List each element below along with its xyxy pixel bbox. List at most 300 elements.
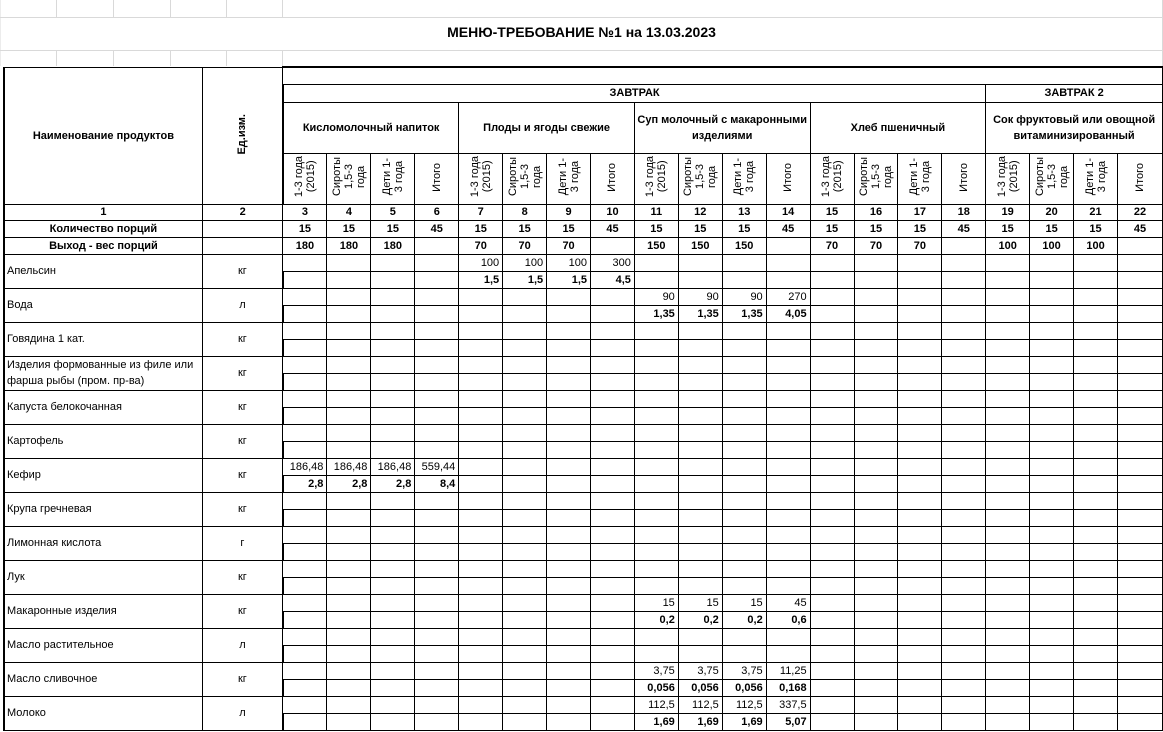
product-total-cell[interactable] xyxy=(634,475,678,492)
product-qty-cell[interactable] xyxy=(1074,628,1118,645)
product-qty-cell[interactable] xyxy=(1074,560,1118,577)
product-qty-cell[interactable] xyxy=(1074,254,1118,271)
product-total-cell[interactable] xyxy=(371,373,415,390)
product-qty-cell[interactable] xyxy=(283,390,327,407)
product-qty-cell[interactable] xyxy=(327,492,371,509)
product-qty-cell[interactable] xyxy=(722,254,766,271)
product-qty-cell[interactable] xyxy=(854,560,898,577)
product-total-cell[interactable] xyxy=(854,441,898,458)
product-qty-cell[interactable] xyxy=(1074,390,1118,407)
product-total-cell[interactable]: 5,07 xyxy=(766,713,810,730)
product-qty-cell[interactable] xyxy=(415,356,459,373)
product-total-cell[interactable] xyxy=(986,509,1030,526)
product-total-cell[interactable]: 0,056 xyxy=(634,679,678,696)
product-qty-cell[interactable] xyxy=(547,526,591,543)
product-qty-cell[interactable] xyxy=(503,424,547,441)
product-qty-cell[interactable] xyxy=(810,560,854,577)
product-qty-cell[interactable] xyxy=(898,390,942,407)
product-total-cell[interactable] xyxy=(415,713,459,730)
product-qty-cell[interactable] xyxy=(283,288,327,305)
product-qty-cell[interactable] xyxy=(942,390,986,407)
product-total-cell[interactable] xyxy=(459,407,503,424)
product-total-cell[interactable] xyxy=(1030,713,1074,730)
product-total-cell[interactable] xyxy=(942,373,986,390)
product-total-cell[interactable] xyxy=(283,373,327,390)
product-qty-cell[interactable]: 300 xyxy=(591,254,635,271)
product-total-cell[interactable] xyxy=(1030,543,1074,560)
product-qty-cell[interactable]: 270 xyxy=(766,288,810,305)
product-total-cell[interactable] xyxy=(854,713,898,730)
product-total-cell[interactable] xyxy=(327,271,371,288)
product-qty-cell[interactable] xyxy=(283,492,327,509)
product-qty-cell[interactable] xyxy=(942,560,986,577)
product-total-cell[interactable] xyxy=(634,373,678,390)
product-total-cell[interactable] xyxy=(766,441,810,458)
product-total-cell[interactable]: 0,2 xyxy=(722,611,766,628)
product-qty-cell[interactable] xyxy=(459,594,503,611)
product-total-cell[interactable] xyxy=(503,509,547,526)
product-qty-cell[interactable] xyxy=(942,458,986,475)
product-total-cell[interactable] xyxy=(634,577,678,594)
product-qty-cell[interactable] xyxy=(591,662,635,679)
product-total-cell[interactable] xyxy=(371,305,415,322)
product-total-cell[interactable] xyxy=(678,441,722,458)
product-total-cell[interactable] xyxy=(1117,407,1162,424)
product-total-cell[interactable] xyxy=(415,543,459,560)
product-qty-cell[interactable]: 15 xyxy=(678,594,722,611)
product-total-cell[interactable] xyxy=(766,475,810,492)
product-qty-cell[interactable] xyxy=(986,356,1030,373)
product-qty-cell[interactable] xyxy=(503,492,547,509)
product-qty-cell[interactable] xyxy=(415,492,459,509)
product-total-cell[interactable] xyxy=(415,407,459,424)
product-total-cell[interactable] xyxy=(591,645,635,662)
product-total-cell[interactable] xyxy=(810,509,854,526)
product-total-cell[interactable] xyxy=(591,611,635,628)
product-total-cell[interactable] xyxy=(810,577,854,594)
product-qty-cell[interactable] xyxy=(854,662,898,679)
product-qty-cell[interactable] xyxy=(459,662,503,679)
product-qty-cell[interactable] xyxy=(283,526,327,543)
product-qty-cell[interactable] xyxy=(986,560,1030,577)
product-qty-cell[interactable] xyxy=(898,662,942,679)
product-qty-cell[interactable]: 186,48 xyxy=(283,458,327,475)
product-qty-cell[interactable]: 3,75 xyxy=(634,662,678,679)
product-qty-cell[interactable] xyxy=(634,424,678,441)
product-total-cell[interactable] xyxy=(283,679,327,696)
product-qty-cell[interactable] xyxy=(678,628,722,645)
product-total-cell[interactable] xyxy=(854,373,898,390)
product-total-cell[interactable] xyxy=(459,543,503,560)
product-total-cell[interactable] xyxy=(371,407,415,424)
product-total-cell[interactable] xyxy=(591,373,635,390)
product-qty-cell[interactable] xyxy=(503,526,547,543)
product-total-cell[interactable]: 2,8 xyxy=(327,475,371,492)
product-total-cell[interactable] xyxy=(1074,509,1118,526)
product-qty-cell[interactable] xyxy=(327,594,371,611)
product-qty-cell[interactable] xyxy=(283,254,327,271)
product-qty-cell[interactable] xyxy=(766,560,810,577)
product-total-cell[interactable] xyxy=(1117,713,1162,730)
product-qty-cell[interactable] xyxy=(810,390,854,407)
product-qty-cell[interactable] xyxy=(986,254,1030,271)
product-total-cell[interactable] xyxy=(1074,441,1118,458)
product-total-cell[interactable] xyxy=(766,509,810,526)
product-total-cell[interactable] xyxy=(415,373,459,390)
product-total-cell[interactable] xyxy=(591,713,635,730)
product-qty-cell[interactable] xyxy=(327,390,371,407)
product-total-cell[interactable] xyxy=(1030,509,1074,526)
product-qty-cell[interactable] xyxy=(503,458,547,475)
product-total-cell[interactable] xyxy=(942,305,986,322)
product-total-cell[interactable] xyxy=(766,543,810,560)
product-qty-cell[interactable] xyxy=(722,424,766,441)
product-total-cell[interactable] xyxy=(854,271,898,288)
product-total-cell[interactable] xyxy=(898,305,942,322)
product-qty-cell[interactable] xyxy=(854,458,898,475)
product-qty-cell[interactable]: 15 xyxy=(634,594,678,611)
product-total-cell[interactable] xyxy=(986,713,1030,730)
product-total-cell[interactable]: 2,8 xyxy=(283,475,327,492)
product-total-cell[interactable] xyxy=(854,339,898,356)
product-qty-cell[interactable] xyxy=(371,594,415,611)
product-total-cell[interactable] xyxy=(1117,271,1162,288)
product-qty-cell[interactable] xyxy=(634,254,678,271)
product-total-cell[interactable] xyxy=(898,679,942,696)
product-total-cell[interactable] xyxy=(678,407,722,424)
product-qty-cell[interactable] xyxy=(722,458,766,475)
product-total-cell[interactable] xyxy=(503,713,547,730)
product-qty-cell[interactable] xyxy=(503,390,547,407)
product-total-cell[interactable] xyxy=(766,373,810,390)
product-qty-cell[interactable] xyxy=(591,424,635,441)
product-qty-cell[interactable] xyxy=(942,254,986,271)
product-total-cell[interactable] xyxy=(722,271,766,288)
product-qty-cell[interactable] xyxy=(986,594,1030,611)
product-qty-cell[interactable] xyxy=(547,322,591,339)
product-qty-cell[interactable] xyxy=(854,390,898,407)
product-qty-cell[interactable] xyxy=(415,526,459,543)
product-qty-cell[interactable] xyxy=(591,458,635,475)
product-qty-cell[interactable] xyxy=(327,288,371,305)
product-qty-cell[interactable] xyxy=(1117,424,1162,441)
product-total-cell[interactable] xyxy=(678,577,722,594)
product-qty-cell[interactable]: 90 xyxy=(634,288,678,305)
product-total-cell[interactable]: 1,35 xyxy=(678,305,722,322)
product-total-cell[interactable] xyxy=(1074,475,1118,492)
product-total-cell[interactable] xyxy=(327,713,371,730)
product-total-cell[interactable] xyxy=(547,611,591,628)
product-qty-cell[interactable] xyxy=(942,696,986,713)
product-qty-cell[interactable] xyxy=(898,254,942,271)
product-total-cell[interactable] xyxy=(459,475,503,492)
product-total-cell[interactable] xyxy=(503,407,547,424)
product-total-cell[interactable] xyxy=(503,611,547,628)
product-qty-cell[interactable] xyxy=(678,390,722,407)
product-total-cell[interactable]: 1,5 xyxy=(459,271,503,288)
product-qty-cell[interactable] xyxy=(591,322,635,339)
product-qty-cell[interactable] xyxy=(634,526,678,543)
product-total-cell[interactable] xyxy=(1030,271,1074,288)
product-total-cell[interactable]: 4,5 xyxy=(591,271,635,288)
product-total-cell[interactable] xyxy=(678,475,722,492)
product-qty-cell[interactable] xyxy=(766,628,810,645)
product-total-cell[interactable] xyxy=(1074,373,1118,390)
product-qty-cell[interactable] xyxy=(503,696,547,713)
product-qty-cell[interactable] xyxy=(854,288,898,305)
product-qty-cell[interactable] xyxy=(459,560,503,577)
product-total-cell[interactable] xyxy=(591,441,635,458)
product-total-cell[interactable] xyxy=(678,339,722,356)
product-qty-cell[interactable] xyxy=(898,356,942,373)
product-total-cell[interactable] xyxy=(986,441,1030,458)
product-total-cell[interactable] xyxy=(898,441,942,458)
product-total-cell[interactable] xyxy=(1074,577,1118,594)
product-qty-cell[interactable] xyxy=(1030,424,1074,441)
product-total-cell[interactable] xyxy=(810,305,854,322)
product-total-cell[interactable] xyxy=(1117,475,1162,492)
product-total-cell[interactable] xyxy=(634,543,678,560)
product-total-cell[interactable] xyxy=(327,407,371,424)
product-total-cell[interactable] xyxy=(1074,339,1118,356)
product-total-cell[interactable] xyxy=(591,679,635,696)
product-total-cell[interactable] xyxy=(810,373,854,390)
product-qty-cell[interactable] xyxy=(986,322,1030,339)
product-qty-cell[interactable] xyxy=(415,560,459,577)
product-total-cell[interactable] xyxy=(986,475,1030,492)
product-total-cell[interactable] xyxy=(283,577,327,594)
product-qty-cell[interactable] xyxy=(678,458,722,475)
product-total-cell[interactable] xyxy=(1074,543,1118,560)
product-qty-cell[interactable] xyxy=(459,356,503,373)
product-total-cell[interactable] xyxy=(986,611,1030,628)
product-qty-cell[interactable] xyxy=(503,594,547,611)
product-total-cell[interactable] xyxy=(986,577,1030,594)
product-total-cell[interactable] xyxy=(942,441,986,458)
product-total-cell[interactable] xyxy=(942,577,986,594)
product-total-cell[interactable] xyxy=(503,645,547,662)
product-qty-cell[interactable] xyxy=(591,288,635,305)
product-qty-cell[interactable] xyxy=(678,322,722,339)
product-qty-cell[interactable] xyxy=(766,526,810,543)
product-total-cell[interactable] xyxy=(1074,645,1118,662)
product-total-cell[interactable] xyxy=(1030,339,1074,356)
product-qty-cell[interactable] xyxy=(678,526,722,543)
product-qty-cell[interactable] xyxy=(1117,526,1162,543)
product-qty-cell[interactable]: 45 xyxy=(766,594,810,611)
product-qty-cell[interactable] xyxy=(591,628,635,645)
product-qty-cell[interactable] xyxy=(547,288,591,305)
product-total-cell[interactable] xyxy=(327,509,371,526)
product-total-cell[interactable] xyxy=(459,339,503,356)
product-qty-cell[interactable] xyxy=(1117,560,1162,577)
product-total-cell[interactable] xyxy=(283,509,327,526)
product-qty-cell[interactable] xyxy=(547,390,591,407)
product-qty-cell[interactable] xyxy=(415,628,459,645)
product-total-cell[interactable] xyxy=(986,645,1030,662)
product-total-cell[interactable] xyxy=(898,611,942,628)
product-qty-cell[interactable] xyxy=(810,492,854,509)
product-total-cell[interactable] xyxy=(459,645,503,662)
product-total-cell[interactable] xyxy=(986,679,1030,696)
product-total-cell[interactable] xyxy=(986,407,1030,424)
product-qty-cell[interactable] xyxy=(986,458,1030,475)
product-qty-cell[interactable] xyxy=(898,492,942,509)
product-total-cell[interactable] xyxy=(415,611,459,628)
product-qty-cell[interactable] xyxy=(283,424,327,441)
product-total-cell[interactable] xyxy=(1117,645,1162,662)
product-qty-cell[interactable] xyxy=(371,390,415,407)
product-qty-cell[interactable] xyxy=(942,594,986,611)
product-qty-cell[interactable] xyxy=(1030,662,1074,679)
product-total-cell[interactable] xyxy=(854,577,898,594)
product-qty-cell[interactable] xyxy=(1117,628,1162,645)
product-total-cell[interactable]: 8,4 xyxy=(415,475,459,492)
product-qty-cell[interactable] xyxy=(898,424,942,441)
product-total-cell[interactable] xyxy=(766,339,810,356)
product-total-cell[interactable] xyxy=(283,407,327,424)
product-total-cell[interactable] xyxy=(547,645,591,662)
product-total-cell[interactable] xyxy=(415,577,459,594)
product-total-cell[interactable] xyxy=(942,475,986,492)
product-qty-cell[interactable] xyxy=(283,696,327,713)
product-qty-cell[interactable] xyxy=(503,356,547,373)
product-qty-cell[interactable] xyxy=(415,390,459,407)
product-total-cell[interactable] xyxy=(459,679,503,696)
product-total-cell[interactable] xyxy=(283,271,327,288)
product-qty-cell[interactable] xyxy=(634,628,678,645)
product-total-cell[interactable] xyxy=(678,645,722,662)
product-total-cell[interactable] xyxy=(283,305,327,322)
product-total-cell[interactable] xyxy=(722,645,766,662)
product-qty-cell[interactable] xyxy=(371,254,415,271)
product-qty-cell[interactable] xyxy=(1074,288,1118,305)
product-total-cell[interactable] xyxy=(503,679,547,696)
product-qty-cell[interactable] xyxy=(722,560,766,577)
product-qty-cell[interactable] xyxy=(810,356,854,373)
product-qty-cell[interactable]: 112,5 xyxy=(722,696,766,713)
product-qty-cell[interactable] xyxy=(942,492,986,509)
product-total-cell[interactable] xyxy=(722,339,766,356)
product-total-cell[interactable]: 1,35 xyxy=(722,305,766,322)
product-qty-cell[interactable] xyxy=(810,594,854,611)
product-qty-cell[interactable] xyxy=(283,560,327,577)
product-total-cell[interactable] xyxy=(810,611,854,628)
product-total-cell[interactable] xyxy=(854,509,898,526)
product-qty-cell[interactable] xyxy=(898,560,942,577)
product-qty-cell[interactable] xyxy=(766,322,810,339)
product-total-cell[interactable] xyxy=(942,339,986,356)
product-total-cell[interactable] xyxy=(503,543,547,560)
product-total-cell[interactable] xyxy=(459,509,503,526)
product-qty-cell[interactable]: 15 xyxy=(722,594,766,611)
product-qty-cell[interactable] xyxy=(503,322,547,339)
product-total-cell[interactable] xyxy=(1030,441,1074,458)
product-qty-cell[interactable] xyxy=(1074,322,1118,339)
product-qty-cell[interactable] xyxy=(678,424,722,441)
product-total-cell[interactable] xyxy=(634,271,678,288)
product-total-cell[interactable] xyxy=(678,543,722,560)
product-qty-cell[interactable]: 100 xyxy=(547,254,591,271)
product-total-cell[interactable] xyxy=(1030,475,1074,492)
product-qty-cell[interactable] xyxy=(810,424,854,441)
product-total-cell[interactable] xyxy=(1030,679,1074,696)
product-total-cell[interactable] xyxy=(283,611,327,628)
product-qty-cell[interactable] xyxy=(942,526,986,543)
product-total-cell[interactable]: 1,5 xyxy=(503,271,547,288)
product-total-cell[interactable] xyxy=(722,407,766,424)
product-qty-cell[interactable] xyxy=(1030,526,1074,543)
product-total-cell[interactable] xyxy=(415,305,459,322)
product-total-cell[interactable] xyxy=(722,373,766,390)
product-total-cell[interactable] xyxy=(591,577,635,594)
product-qty-cell[interactable] xyxy=(942,424,986,441)
product-total-cell[interactable] xyxy=(810,645,854,662)
product-qty-cell[interactable]: 112,5 xyxy=(634,696,678,713)
product-qty-cell[interactable] xyxy=(459,696,503,713)
product-total-cell[interactable] xyxy=(722,577,766,594)
product-qty-cell[interactable] xyxy=(283,628,327,645)
product-total-cell[interactable] xyxy=(678,509,722,526)
product-qty-cell[interactable] xyxy=(327,254,371,271)
product-qty-cell[interactable] xyxy=(854,492,898,509)
product-qty-cell[interactable] xyxy=(1117,458,1162,475)
product-total-cell[interactable] xyxy=(942,645,986,662)
product-total-cell[interactable] xyxy=(1074,713,1118,730)
product-total-cell[interactable] xyxy=(1030,373,1074,390)
product-qty-cell[interactable] xyxy=(547,628,591,645)
product-total-cell[interactable] xyxy=(810,679,854,696)
product-qty-cell[interactable] xyxy=(1117,492,1162,509)
product-total-cell[interactable] xyxy=(898,713,942,730)
product-qty-cell[interactable] xyxy=(415,288,459,305)
product-qty-cell[interactable] xyxy=(371,560,415,577)
product-qty-cell[interactable] xyxy=(942,356,986,373)
product-total-cell[interactable] xyxy=(898,475,942,492)
product-total-cell[interactable] xyxy=(371,441,415,458)
product-total-cell[interactable] xyxy=(415,441,459,458)
product-total-cell[interactable]: 0,056 xyxy=(722,679,766,696)
product-total-cell[interactable] xyxy=(1030,577,1074,594)
product-total-cell[interactable] xyxy=(1117,577,1162,594)
product-qty-cell[interactable] xyxy=(898,526,942,543)
product-qty-cell[interactable] xyxy=(415,424,459,441)
product-total-cell[interactable] xyxy=(503,441,547,458)
product-qty-cell[interactable] xyxy=(898,696,942,713)
product-total-cell[interactable] xyxy=(898,543,942,560)
product-qty-cell[interactable] xyxy=(898,288,942,305)
product-qty-cell[interactable] xyxy=(722,322,766,339)
product-total-cell[interactable] xyxy=(1117,509,1162,526)
product-qty-cell[interactable] xyxy=(766,356,810,373)
product-qty-cell[interactable] xyxy=(547,424,591,441)
product-qty-cell[interactable] xyxy=(678,356,722,373)
product-total-cell[interactable] xyxy=(1030,407,1074,424)
product-total-cell[interactable] xyxy=(327,611,371,628)
product-total-cell[interactable] xyxy=(503,305,547,322)
product-qty-cell[interactable] xyxy=(1074,594,1118,611)
product-qty-cell[interactable] xyxy=(1074,526,1118,543)
product-total-cell[interactable]: 0,2 xyxy=(634,611,678,628)
product-total-cell[interactable] xyxy=(459,611,503,628)
product-qty-cell[interactable] xyxy=(503,628,547,645)
product-total-cell[interactable] xyxy=(459,441,503,458)
product-total-cell[interactable] xyxy=(678,373,722,390)
product-qty-cell[interactable] xyxy=(327,322,371,339)
product-total-cell[interactable] xyxy=(327,305,371,322)
product-total-cell[interactable] xyxy=(942,509,986,526)
product-total-cell[interactable] xyxy=(415,679,459,696)
